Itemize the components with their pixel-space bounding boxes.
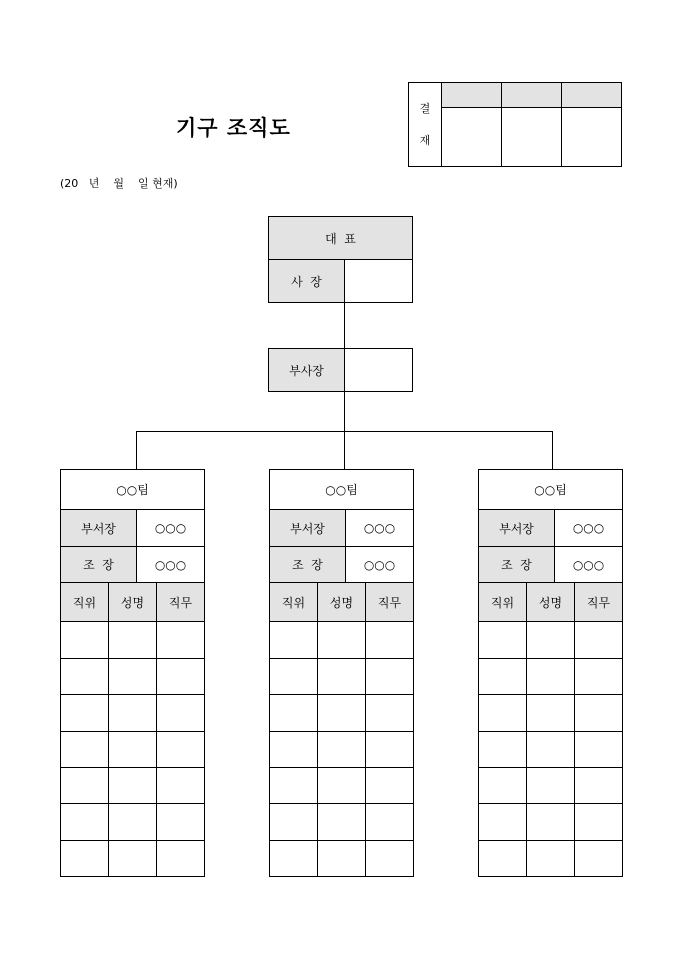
member-cell[interactable] [61,622,109,659]
col-header-name: 성명 [109,583,157,622]
member-cell[interactable] [270,622,318,659]
member-cell[interactable] [527,622,575,659]
connector-team-3 [552,431,553,469]
member-cell[interactable] [157,841,205,877]
approval-sign-cell[interactable] [562,108,622,167]
member-cell[interactable] [109,841,157,877]
member-cell[interactable] [479,622,527,659]
member-cell[interactable] [575,804,623,841]
member-cell[interactable] [366,659,414,695]
col-header-duty: 직무 [157,583,205,622]
member-cell[interactable] [61,659,109,695]
member-cell[interactable] [366,841,414,877]
member-cell[interactable] [270,841,318,877]
member-cell[interactable] [366,804,414,841]
member-cell[interactable] [61,804,109,841]
member-cell[interactable] [157,804,205,841]
connector-vp-bus [344,392,345,431]
document-title: 기구 조직도 [176,115,291,140]
member-cell[interactable] [527,659,575,695]
approval-header-cell [502,83,562,108]
team-chief-label: 조 장 [61,547,137,583]
member-cell[interactable] [366,695,414,732]
member-cell[interactable] [318,768,366,804]
member-cell[interactable] [318,841,366,877]
member-cell[interactable] [366,732,414,768]
member-cell[interactable] [109,768,157,804]
col-header-duty: 직무 [575,583,623,622]
member-cell[interactable] [109,622,157,659]
col-header-position: 직위 [270,583,318,622]
member-cell[interactable] [575,695,623,732]
connector-team-1 [136,431,137,469]
member-cell[interactable] [318,695,366,732]
team-chief-label: 조 장 [479,547,555,583]
member-cell[interactable] [61,841,109,877]
member-cell[interactable] [318,622,366,659]
member-cell[interactable] [318,804,366,841]
member-cell[interactable] [527,695,575,732]
president-name-cell[interactable] [345,260,412,302]
team-chart [478,469,622,887]
member-cell[interactable] [479,659,527,695]
team-chief-value[interactable]: ○○○ [137,547,205,583]
member-cell[interactable] [157,622,205,659]
member-cell[interactable] [527,768,575,804]
member-cell[interactable] [157,768,205,804]
approval-box [408,82,622,167]
approval-header-cell [562,83,622,108]
connector-ceo-vp [344,303,345,348]
member-cell[interactable] [575,768,623,804]
member-cell[interactable] [575,622,623,659]
member-cell[interactable] [527,732,575,768]
member-cell[interactable] [366,768,414,804]
vice-president-box [268,348,413,392]
president-label: 사 장 [269,260,345,302]
approval-sign-cell[interactable] [502,108,562,167]
member-cell[interactable] [270,804,318,841]
team-name: ○○팀 [61,470,205,510]
vice-president-label: 부사장 [269,349,345,391]
member-cell[interactable] [479,732,527,768]
member-cell[interactable] [479,804,527,841]
team-chief-value[interactable]: ○○○ [555,547,623,583]
member-cell[interactable] [270,695,318,732]
team-chief-value[interactable]: ○○○ [346,547,414,583]
member-cell[interactable] [61,732,109,768]
team-head-value[interactable]: ○○○ [555,510,623,547]
member-cell[interactable] [479,768,527,804]
member-cell[interactable] [479,841,527,877]
approval-sign-cell[interactable] [442,108,502,167]
approval-label-bottom: 재 [419,133,431,147]
col-header-duty: 직무 [366,583,414,622]
ceo-label: 대 표 [269,217,412,260]
member-cell[interactable] [575,841,623,877]
team-name: ○○팀 [270,470,414,510]
approval-label-top: 결 [419,101,431,115]
approval-label [409,83,442,167]
date-line: (20 년 월 일 현재) [60,177,178,190]
member-cell[interactable] [479,695,527,732]
member-cell[interactable] [61,695,109,732]
member-cell[interactable] [575,732,623,768]
connector-team-2 [344,431,345,469]
team-chart [269,469,413,887]
team-head-label: 부서장 [61,510,137,547]
team-chart [60,469,204,887]
approval-header-cell [442,83,502,108]
team-head-label: 부서장 [270,510,346,547]
member-cell[interactable] [575,659,623,695]
col-header-position: 직위 [479,583,527,622]
member-cell[interactable] [270,732,318,768]
team-head-value[interactable]: ○○○ [346,510,414,547]
team-name: ○○팀 [479,470,623,510]
col-header-name: 성명 [318,583,366,622]
col-header-position: 직위 [61,583,109,622]
ceo-box [268,216,413,303]
member-cell[interactable] [527,804,575,841]
vice-president-name-cell[interactable] [345,349,412,391]
member-cell[interactable] [366,622,414,659]
member-cell[interactable] [109,804,157,841]
member-cell[interactable] [270,659,318,695]
member-cell[interactable] [109,695,157,732]
team-chief-label: 조 장 [270,547,346,583]
member-cell[interactable] [270,768,318,804]
member-cell[interactable] [109,659,157,695]
member-cell[interactable] [157,732,205,768]
col-header-name: 성명 [527,583,575,622]
member-cell[interactable] [61,768,109,804]
member-cell[interactable] [157,695,205,732]
member-cell[interactable] [527,841,575,877]
team-head-value[interactable]: ○○○ [137,510,205,547]
team-head-label: 부서장 [479,510,555,547]
member-cell[interactable] [318,659,366,695]
member-cell[interactable] [157,659,205,695]
member-cell[interactable] [109,732,157,768]
member-cell[interactable] [318,732,366,768]
